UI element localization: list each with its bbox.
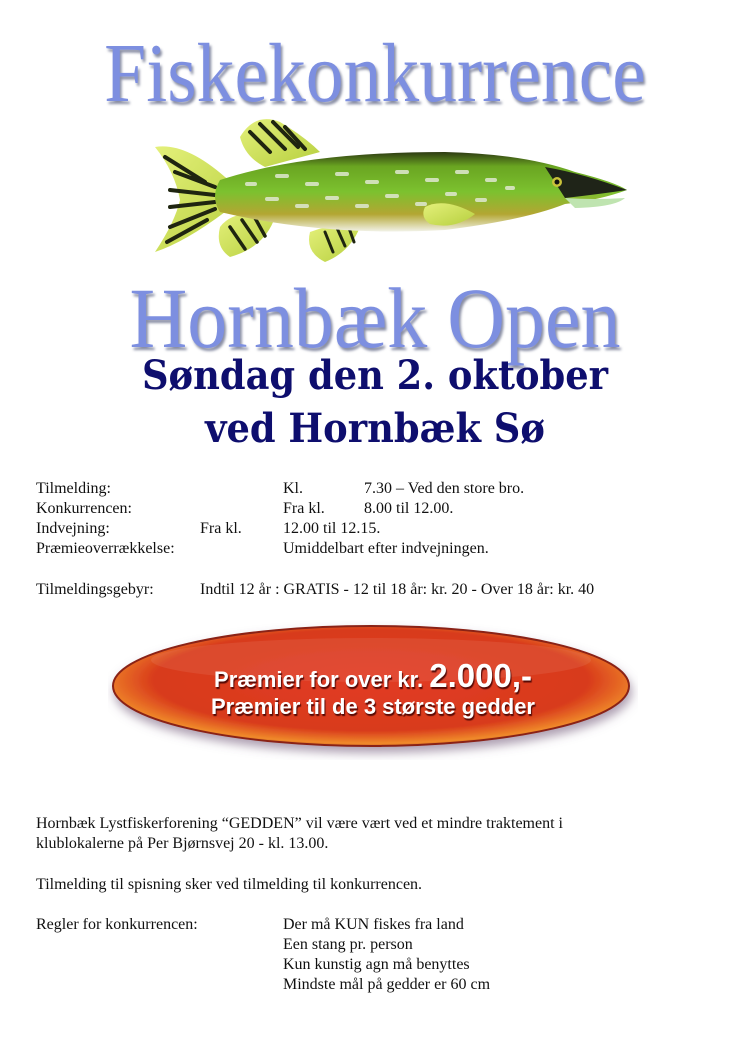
- rule-item: Mindste mål på gedder er 60 cm: [283, 976, 491, 993]
- poster-title: Fiskekonkurrence: [104, 27, 646, 120]
- schedule-label: Konkurrencen:: [36, 500, 132, 517]
- fee-label: Tilmeldingsgebyr:: [36, 581, 154, 598]
- schedule-label: Indvejning:: [36, 520, 110, 537]
- schedule-col4: 7.30 – Ved den store bro.: [364, 480, 525, 497]
- rule-item: Kun kunstig agn må benyttes: [283, 956, 470, 973]
- prize-description: Præmier til de 3 største gedder: [211, 694, 535, 719]
- dinner-paragraph: Tilmelding til spisning sker ved tilmelding til konkurrencen.: [36, 876, 423, 893]
- host-paragraph-line1: Hornbæk Lystfiskerforening “GEDDEN” vil være vært ved et mindre traktement i: [36, 815, 563, 832]
- schedule-prefix: Fra kl.: [200, 520, 242, 537]
- schedule-label: Præmieoverrækkelse:: [36, 540, 175, 557]
- prize-amount: 2.000,-: [429, 657, 532, 694]
- prize-amount-line: [108, 657, 638, 696]
- fee-value: Indtil 12 år : GRATIS - 12 til 18 år: kr. 20 - Over 18 år: kr. 40: [200, 581, 595, 598]
- schedule-col4: 8.00 til 12.00.: [364, 500, 454, 517]
- host-paragraph-line2: klublokalerne på Per Bjørnsvej 20 - kl. 13.00.: [36, 835, 329, 852]
- rules-label: Regler for konkurrencen:: [36, 916, 198, 933]
- pike-fish-illustration: [145, 112, 630, 272]
- prize-prefix: Præmier for over kr.: [214, 667, 430, 692]
- rule-item: Een stang pr. person: [283, 936, 413, 953]
- schedule-col3: 12.00 til 12.15.: [283, 520, 381, 537]
- poster-subtitle: Hornbæk Open: [129, 270, 621, 366]
- schedule-label: Tilmelding:: [36, 480, 111, 497]
- rule-item: Der må KUN fiskes fra land: [283, 916, 464, 933]
- event-date: Søndag den 2. oktober: [141, 352, 609, 399]
- schedule-col3: Kl.: [283, 480, 303, 497]
- event-location: ved Hornbæk Sø: [205, 405, 545, 452]
- schedule-col3: Fra kl.: [283, 500, 325, 517]
- schedule-col3: Umiddelbart efter indvejningen.: [283, 540, 489, 557]
